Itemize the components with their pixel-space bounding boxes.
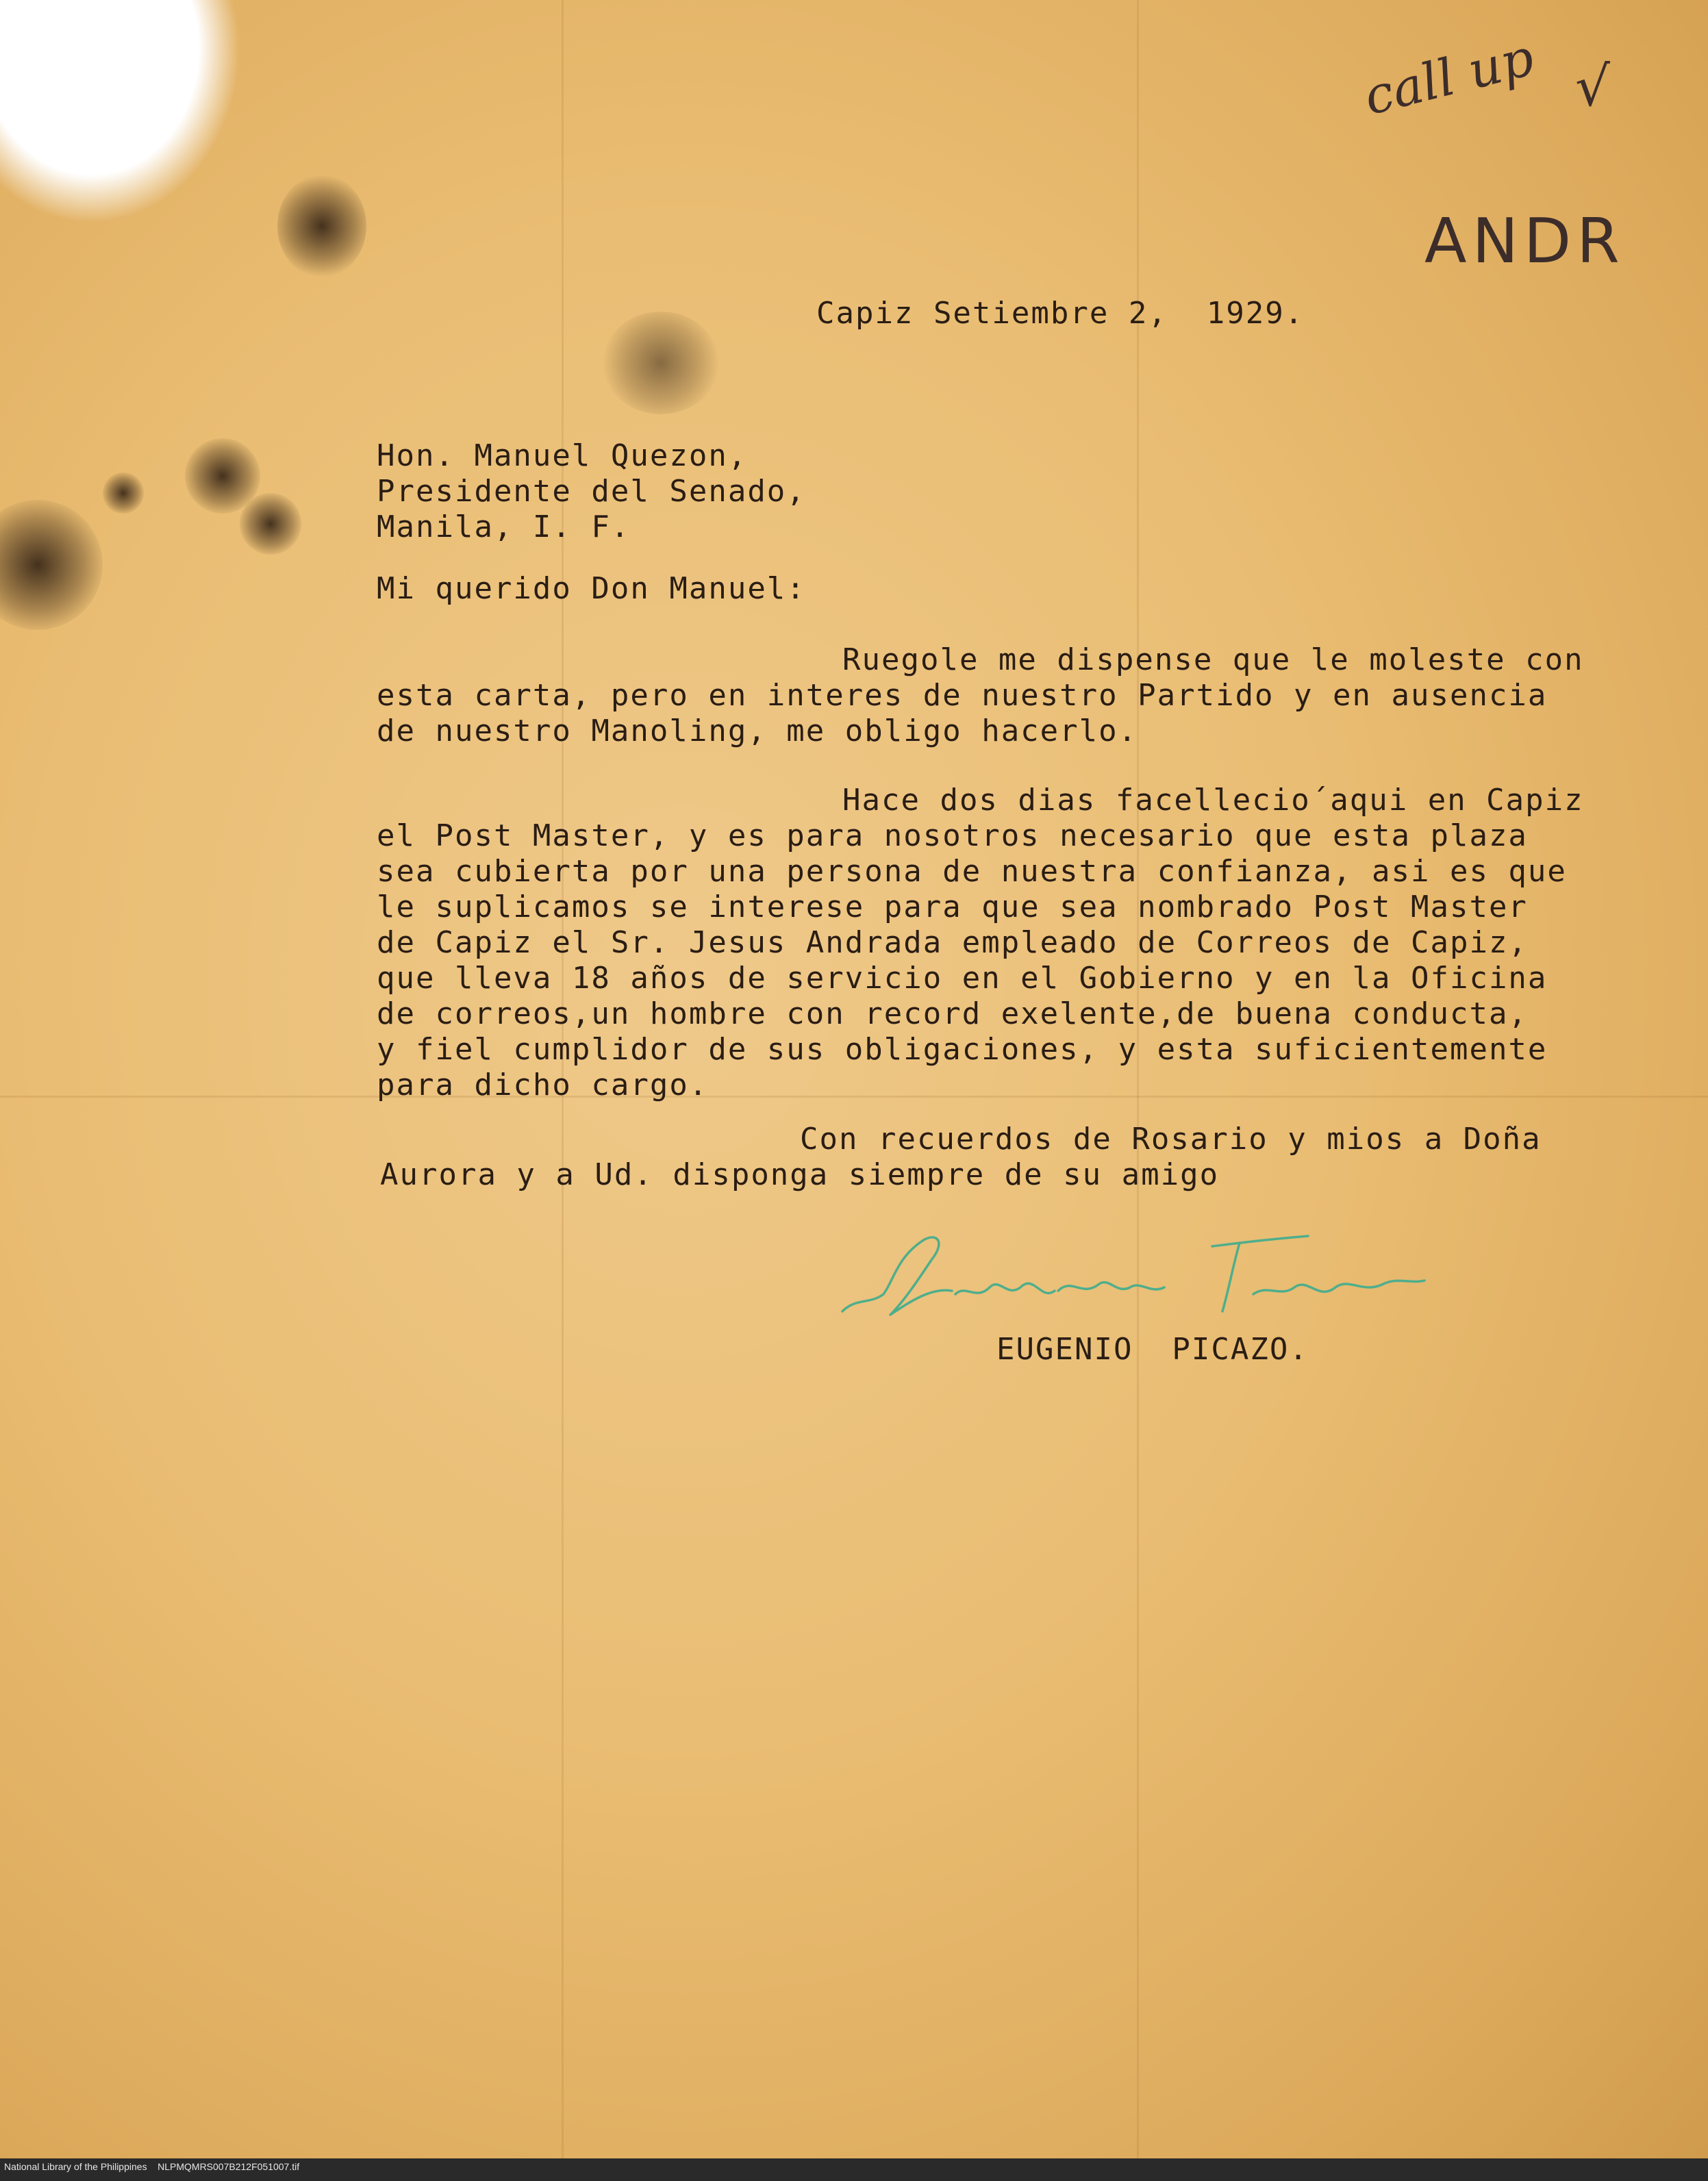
paragraph-line: Con recuerdos de Rosario y mios a Doña: [800, 1122, 1542, 1157]
paragraph-line: sea cubierta por una persona de nuestra confianza, asi es que: [377, 854, 1567, 889]
paragraph-line: Hace dos dias facellecio´aqui en Capiz: [842, 783, 1584, 818]
paragraph-line: el Post Master, y es para nosotros necesario que esta plaza: [377, 818, 1528, 853]
paragraph-line: esta carta, pero en interes de nuestro Partido y en ausencia: [377, 678, 1548, 713]
pencil-note-andr: ANDR: [1424, 205, 1625, 277]
ink-stain: [0, 500, 103, 630]
ink-stain: [103, 472, 144, 514]
pencil-note-call-up: call up: [1358, 27, 1540, 127]
address-line: Presidente del Senado,: [377, 474, 806, 509]
paragraph-line: que lleva 18 años de servicio en el Gobierno y en la Oficina: [377, 961, 1548, 996]
paragraph-line: Aurora y a Ud. disponga siempre de su amigo: [380, 1157, 1220, 1192]
ink-stain: [240, 493, 301, 555]
paragraph-line: le suplicamos se interese para que sea nombrado Post Master: [377, 890, 1528, 924]
torn-corner: [0, 0, 260, 247]
paragraph-line: Ruegole me dispense que le moleste con: [842, 642, 1584, 677]
check-mark-icon: √: [1575, 55, 1610, 118]
address-line: Hon. Manuel Quezon,: [377, 438, 748, 473]
paragraph-line: de correos,un hombre con record exelente,de buena conducta,: [377, 996, 1528, 1031]
dateline: Capiz Setiembre 2, 1929.: [816, 296, 1305, 331]
footer-credit: National Library of the Philippines NLPMQMRS007B212F051007.tif: [4, 2161, 300, 2172]
ink-stain: [277, 175, 366, 277]
paragraph-line: y fiel cumplidor de sus obligaciones, y esta suficientemente: [377, 1032, 1548, 1067]
ink-stain: [603, 312, 719, 414]
paragraph-line: para dicho cargo.: [377, 1068, 709, 1102]
address-line: Manila, I. F.: [377, 509, 631, 544]
paragraph-line: de nuestro Manoling, me obligo hacerlo.: [377, 714, 1138, 748]
paragraph-line: de Capiz el Sr. Jesus Andrada empleado de Correos de Capiz,: [377, 925, 1528, 960]
handwritten-signature: [829, 1219, 1445, 1342]
salutation: Mi querido Don Manuel:: [377, 571, 806, 606]
fold-crease-horizontal: [0, 1096, 1708, 1098]
signatory-name: EUGENIO PICAZO.: [996, 1332, 1309, 1367]
